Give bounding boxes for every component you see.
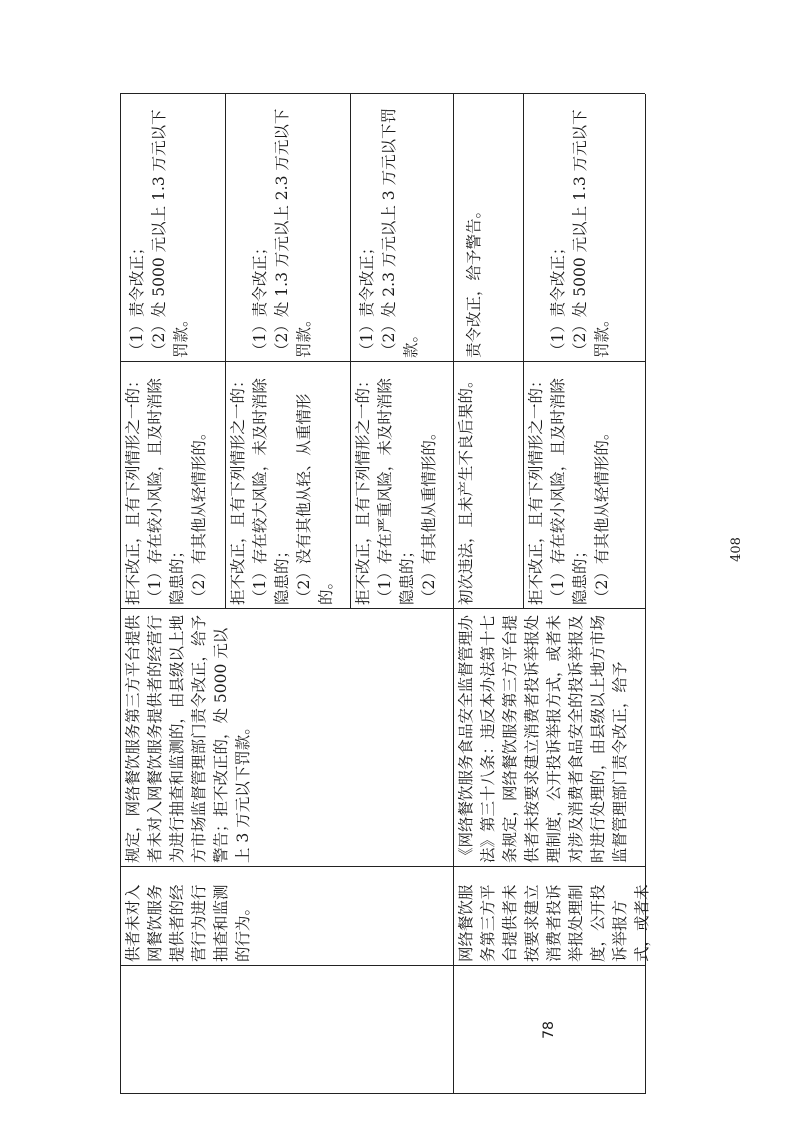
penalty-standard-cell: （1）责令改正； （2）处 2.3 万元以上 3 万元以下罚款。	[358, 107, 420, 358]
row-index-cell: 78	[541, 1021, 557, 1039]
legal-basis-cell: 《网络餐饮服务食品安全监督管理办法》第三十八条：违反本办法第十七条规定，网络餐饮服务第三方平台提供者未按要求建立消费者投诉举报处理制度，公开投诉举报方式，或者未对涉及消费者食品安全的投诉举报及时进行处理的，由县级以上地方市场监督管理部门责令改正，给予	[457, 614, 629, 863]
rotated-table	[120, 94, 651, 1094]
violation-name-cell: 网络餐饮服务第三方平台提供者未按要求建立消费者投诉举报处理制度，公开投诉举报方式，或者未	[457, 884, 651, 962]
circumstance-cell: 拒不改正，且有下列情形之一的： （1）存在较大风险，未及时消除隐患的； （2）没有其他从轻、从重情形的。	[229, 372, 335, 605]
circumstance-cell: 拒不改正，且有下列情形之一的： （1）存在较小风险，且及时消除隐患的； （2）有其他从轻情形的。	[124, 372, 208, 605]
penalty-standard-cell: （1）责令改正； （2）处 5000 元以上 1.3 万元以下罚款。	[549, 109, 611, 358]
legal-basis-cell: 规定，网络餐饮服务第三方平台提供者未对入网餐饮服务提供者的经营行为进行抽查和监测的，由县级以上地方市场监督管理部门责令改正，给予警告；拒不改正的，处 5000 元以上 3 万元以下罚款。	[124, 614, 252, 863]
table-subrow	[453, 94, 523, 1094]
penalty-standard-cell: 责令改正，给予警告。	[465, 202, 483, 358]
circumstance-cell: 初次违法，且未产生不良后果的。	[457, 372, 475, 605]
penalty-standard-cell: （1）责令改正； （2）处 1.3 万元以上 2.3 万元以下罚款。	[251, 108, 313, 358]
table-subrow	[523, 94, 645, 1094]
violation-name-cell: 供者未对入网餐饮服务提供者的经营行为进行抽查和监测的行为。	[124, 884, 252, 962]
table-subrow	[225, 94, 350, 1094]
circumstance-cell: 拒不改正，且有下列情形之一的： （1）存在严重风险，未及时消除隐患的； （2）有其他从重情形的。	[354, 372, 438, 605]
penalty-standard-cell: （1）责令改正； （2）处 5000 元以上 1.3 万元以下罚款。	[128, 109, 190, 358]
table-subrow	[350, 94, 453, 1094]
page-number: 408	[728, 537, 744, 562]
circumstance-cell: 拒不改正，且有下列情形之一的： （1）存在较小风险，且及时消除隐患的； （2）有其他从轻情形的。	[527, 372, 611, 605]
table-subrow	[120, 94, 225, 1094]
